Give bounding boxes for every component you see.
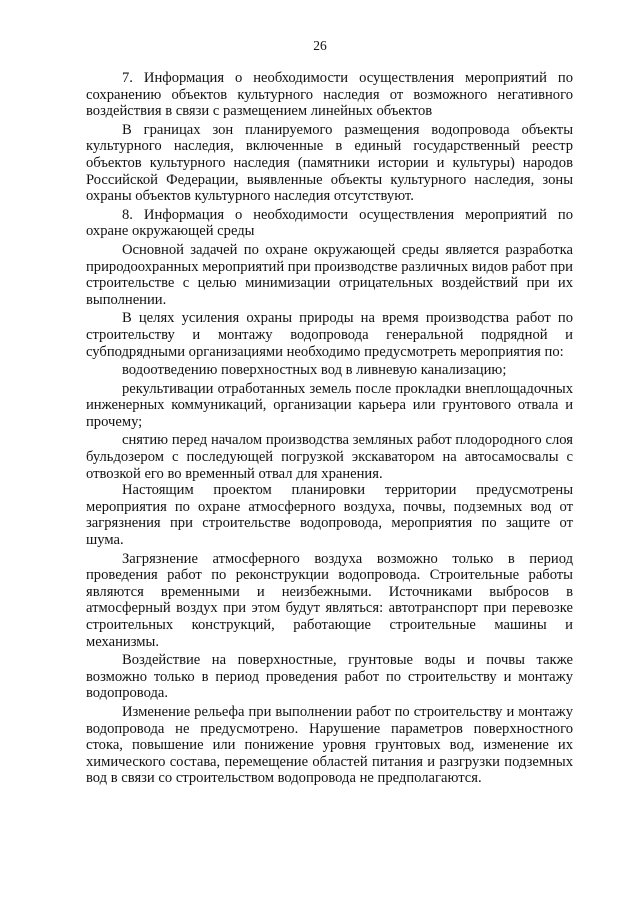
- section-8-heading: 8. Информация о необходимости осуществления мероприятий по охране окружающей среды: [86, 206, 573, 240]
- list-item-recultivation: рекультивации отработанных земель после прокладки внеплощадочных инженерных коммуникаций, организации карьера или грунтового отвала и прочему;: [86, 380, 573, 430]
- section-7-heading: 7. Информация о необходимости осуществления мероприятий по сохранению объектов культурного наследия от возможного негативного воздействия в связи с размещением линейных объектов: [86, 70, 573, 120]
- paragraph-water-soil: Воздействие на поверхностные, грунтовые воды и почвы также возможно только в период проведения работ по строительству и монтажу водопровода.: [86, 652, 573, 702]
- list-item-topsoil: снятию перед началом производства земляных работ плодородного слоя бульдозером с последующей погрузкой экскаватором на автосамосвалы с отвозкой его во временный отвал для хранения.: [86, 432, 573, 482]
- document-body: [86, 70, 573, 789]
- paragraph-measures-intro: В целях усиления охраны природы на время производства работ по строительству и монтажу водопровода генеральной подрядной и субподрядными организациями необходимо предусмотреть мероприятия по:: [86, 310, 573, 360]
- paragraph-heritage-absence: В границах зон планируемого размещения водопровода объекты культурного наследия, включенные в единый государственный реестр объектов культурного наследия (памятники истории и культуры) народов Российской Федерации, выявленные объекты культурного наследия, зоны охраны объектов культурного наследия отсутствуют.: [86, 121, 573, 205]
- list-item-drainage: водоотведению поверхностных вод в ливневую канализацию;: [122, 362, 507, 379]
- paragraph-project-measures: Настоящим проектом планировки территории предусмотрены мероприятия по охране атмосферного воздуха, почвы, подземных вод от загрязнения при строительстве водопровода, мероприятия по защите от шума.: [86, 482, 573, 549]
- paragraph-relief: Изменение рельефа при выполнении работ по строительству и монтажу водопровода не предусмотрено. Нарушение параметров поверхностного стока, повышение или понижение уровня грунтовых вод, изменение их химического состава, перемещение областей питания и разгрузки подземных вод в связи со строительством водопровода не предполагаются.: [86, 703, 573, 787]
- page-number: 26: [313, 38, 327, 53]
- paragraph-main-task: Основной задачей по охране окружающей среды является разработка природоохранных мероприятий при производстве различных видов работ при строительстве с целью минимизации отрицательных воздействий при их выполнении.: [86, 241, 573, 308]
- paragraph-air-pollution: Загрязнение атмосферного воздуха возможно только в период проведения работ по реконструкции водопровода. Строительные работы являются временными и неизбежными. Источниками выбросов в атмосферный воздух при этом будут являться: автотранспорт при перевозке строительных конструкций, работающие строительные машины и механизмы.: [86, 550, 573, 650]
